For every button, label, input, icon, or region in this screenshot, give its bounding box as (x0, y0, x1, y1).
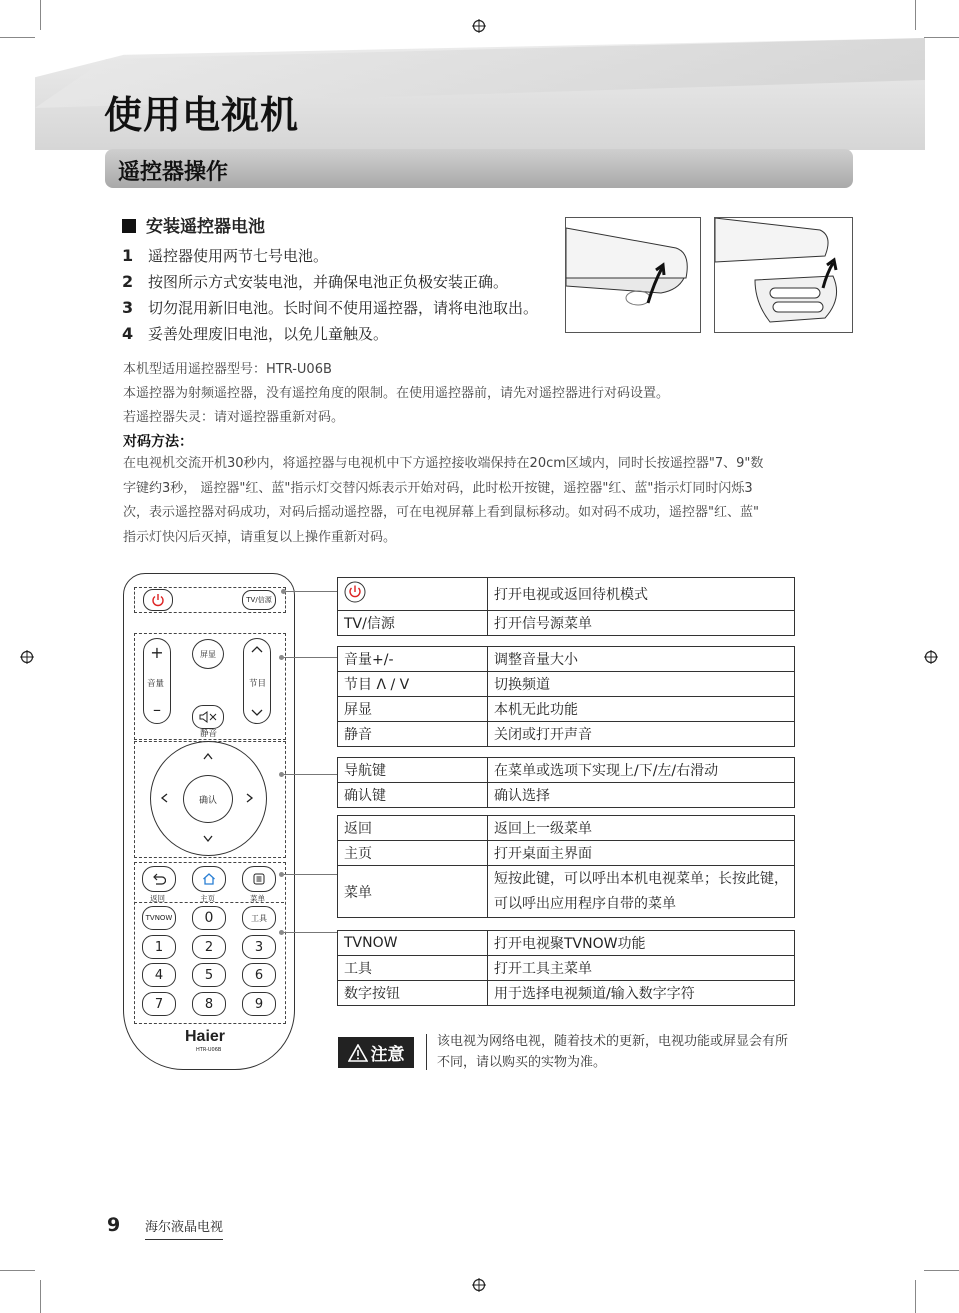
plus-icon: + (150, 643, 164, 662)
table-cell: 导航键 (338, 758, 488, 783)
note-badge (338, 1037, 414, 1068)
connector-dot (279, 772, 284, 777)
nav-up-icon[interactable] (202, 752, 214, 760)
remote-model-label: HTR-U06B (196, 1047, 222, 1053)
digit-3-button[interactable]: 3 (242, 935, 276, 959)
pairing-heading: 对码方法： (123, 434, 193, 450)
divider (134, 902, 284, 903)
mute-label: 静音 (200, 729, 218, 739)
crop-mark (0, 37, 35, 38)
nav-left-icon[interactable] (160, 792, 168, 804)
pairing-line: 次，表示遥控器对码成功，对码后摇动遥控器，可在电视屏幕上看到鼠标移动。如对码不成功，遥控器"红、蓝" (123, 505, 759, 520)
table-cell: TVNOW (338, 931, 488, 956)
table-row (338, 578, 795, 611)
connector-line (283, 874, 337, 875)
digit-8-button[interactable]: 8 (192, 992, 226, 1016)
connector-line (283, 774, 337, 775)
note-text: 该电视为网络电视，随着技术的更新，电视功能或屏显会有所不同，请以购买的实物为准。 (437, 1034, 789, 1070)
table-row (338, 758, 795, 783)
connector-dot (279, 930, 284, 935)
mute-button[interactable] (192, 705, 224, 729)
connector-dot (279, 872, 284, 877)
menu-button[interactable] (242, 866, 276, 892)
chevron-up-icon (251, 645, 263, 653)
crop-mark (924, 1270, 959, 1271)
brand-logo: Haier (185, 1028, 226, 1045)
table-row (338, 931, 795, 956)
table-cell: 本机无此功能 (488, 697, 795, 722)
pairing-line: 指示灯快闪后灭掉，请重复以上操作重新对码。 (123, 529, 397, 545)
table-cell: 菜单 (338, 866, 488, 918)
crop-mark (0, 1270, 35, 1271)
digit-7-button[interactable]: 7 (142, 992, 176, 1016)
digit-9-button[interactable]: 9 (242, 992, 276, 1016)
battery-insert-illustration (714, 217, 853, 333)
pairing-line: 在电视机交流开机30秒内，将遥控器与电视机中下方遥控接收端保持在20cm区域内，同时长按遥控器"7、9"数 (123, 456, 764, 471)
menu-icon (253, 873, 265, 885)
table-cell: 打开桌面主界面 (488, 841, 795, 866)
menu-function-table (337, 815, 795, 918)
tvnow-button[interactable]: TVNOW (142, 906, 176, 930)
power-button[interactable] (143, 589, 173, 611)
digit-5-button[interactable]: 5 (192, 963, 226, 987)
home-button[interactable] (192, 866, 226, 892)
table-cell: 打开电视聚TVNOW功能 (488, 931, 795, 956)
table-row (338, 697, 795, 722)
numbers-function-table (337, 930, 795, 1006)
table-row (338, 841, 795, 866)
table-cell: 短按此键，可以呼出本机电视菜单；长按此键，可以呼出应用程序自带的菜单 (488, 866, 795, 918)
connector-dot (279, 655, 284, 660)
table-cell (338, 578, 488, 611)
table-cell: 确认选择 (488, 783, 795, 808)
table-cell: 屏显 (338, 697, 488, 722)
table-cell: 工具 (338, 956, 488, 981)
table-cell: 切换频道 (488, 672, 795, 697)
note-badge-label: 注意 (370, 1045, 405, 1065)
list-item: 4 妥善处理废旧电池，以免儿童触及。 (122, 324, 389, 343)
table-row (338, 783, 795, 808)
warning-icon (348, 1044, 368, 1062)
power-icon (151, 593, 165, 607)
registration-mark-icon (472, 19, 486, 33)
registration-mark-icon (472, 1278, 486, 1292)
crop-mark (915, 1280, 916, 1313)
page-title: 使用电视机 (104, 93, 300, 137)
connector-line (283, 657, 337, 658)
tools-button[interactable]: 工具 (242, 906, 276, 930)
power-function-table (337, 577, 795, 636)
table-row (338, 611, 795, 636)
connector-line (285, 591, 337, 592)
table-cell: 用于选择电视频道/输入数字字符 (488, 981, 795, 1006)
table-row (338, 956, 795, 981)
table-row (338, 722, 795, 747)
table-cell: 打开信号源菜单 (488, 611, 795, 636)
remote-lost-text: 若遥控器失灵：请对遥控器重新对码。 (123, 410, 345, 425)
table-cell: 关闭或打开声音 (488, 722, 795, 747)
section-title: 遥控器操作 (118, 160, 229, 185)
pairing-line: 字键约3秒， 遥控器"红、蓝"指示灯交替闪烁表示开始对码，此时松开按键，遥控器"红、蓝"指示灯同时闪烁3 (123, 480, 753, 496)
battery-cover-illustration (565, 217, 701, 333)
table-row (338, 647, 795, 672)
table-cell: 返回 (338, 816, 488, 841)
connector-line (283, 932, 337, 933)
list-item: 3 切勿混用新旧电池。长时间不使用遥控器，请将电池取出。 (122, 298, 539, 317)
table-cell: 在菜单或选项下实现上/下/左/右滑动 (488, 758, 795, 783)
battery-heading: 安装遥控器电池 (122, 212, 265, 237)
digit-6-button[interactable]: 6 (242, 963, 276, 987)
list-item: 1 遥控器使用两节七号电池。 (122, 246, 329, 265)
chevron-down-icon (251, 709, 263, 717)
remote-model-text: 本机型适用遥控器型号：HTR-U06B (123, 362, 332, 377)
table-cell: 静音 (338, 722, 488, 747)
battery-steps (122, 243, 538, 347)
registration-mark-icon (924, 650, 938, 664)
menu-label: 菜单 (250, 894, 265, 903)
table-cell: 主页 (338, 841, 488, 866)
crop-mark (915, 0, 916, 30)
table-row (338, 672, 795, 697)
footer-brand: 海尔液晶电视 (145, 1216, 223, 1240)
square-bullet-icon (122, 219, 136, 233)
table-cell: TV/信源 (338, 611, 488, 636)
connector-dot (281, 589, 286, 594)
channel-label: 节目 (249, 679, 267, 689)
home-label: 主页 (200, 894, 215, 903)
crop-mark (40, 0, 41, 30)
table-cell: 打开工具主菜单 (488, 956, 795, 981)
crop-mark (40, 1280, 41, 1313)
nav-right-icon[interactable] (246, 792, 254, 804)
mute-icon (199, 711, 217, 723)
minus-icon: – (153, 700, 161, 719)
crop-mark (924, 37, 959, 38)
table-row (338, 981, 795, 1006)
rf-remote-text: 本遥控器为射频遥控器，没有遥控角度的限制。在使用遥控器前，请先对遥控器进行对码设置。 (123, 386, 670, 401)
volume-function-table (337, 646, 795, 747)
nav-function-table (337, 757, 795, 808)
table-row (338, 866, 795, 918)
back-button[interactable] (142, 866, 176, 892)
nav-down-icon[interactable] (202, 835, 214, 843)
tv-source-button[interactable]: TV/信源 (242, 590, 276, 610)
digit-2-button[interactable]: 2 (192, 935, 226, 959)
volume-label: 音量 (147, 679, 165, 689)
pairing-paragraph (123, 452, 863, 550)
table-cell: 音量+/- (338, 647, 488, 672)
page-number: 9 (107, 1214, 121, 1236)
power-icon (344, 581, 366, 603)
table-cell: 数字按钮 (338, 981, 488, 1006)
table-cell: 返回上一级菜单 (488, 816, 795, 841)
digit-0-button[interactable]: 0 (192, 906, 226, 930)
table-cell: 打开电视或返回待机模式 (488, 578, 795, 611)
digit-4-button[interactable]: 4 (142, 963, 176, 987)
table-cell: 调整音量大小 (488, 647, 795, 672)
divider (426, 1034, 427, 1070)
table-cell: 确认键 (338, 783, 488, 808)
home-icon (202, 873, 216, 885)
table-row (338, 816, 795, 841)
ok-button[interactable]: 确认 (183, 775, 233, 823)
back-label: 返回 (150, 894, 165, 903)
list-item: 2 按图所示方式安装电池，并确保电池正负极安装正确。 (122, 272, 509, 291)
screen-button[interactable]: 屏显 (192, 639, 224, 669)
table-cell: 节目 Λ / V (338, 672, 488, 697)
back-icon (152, 873, 166, 885)
digit-1-button[interactable]: 1 (142, 935, 176, 959)
registration-mark-icon (20, 650, 34, 664)
